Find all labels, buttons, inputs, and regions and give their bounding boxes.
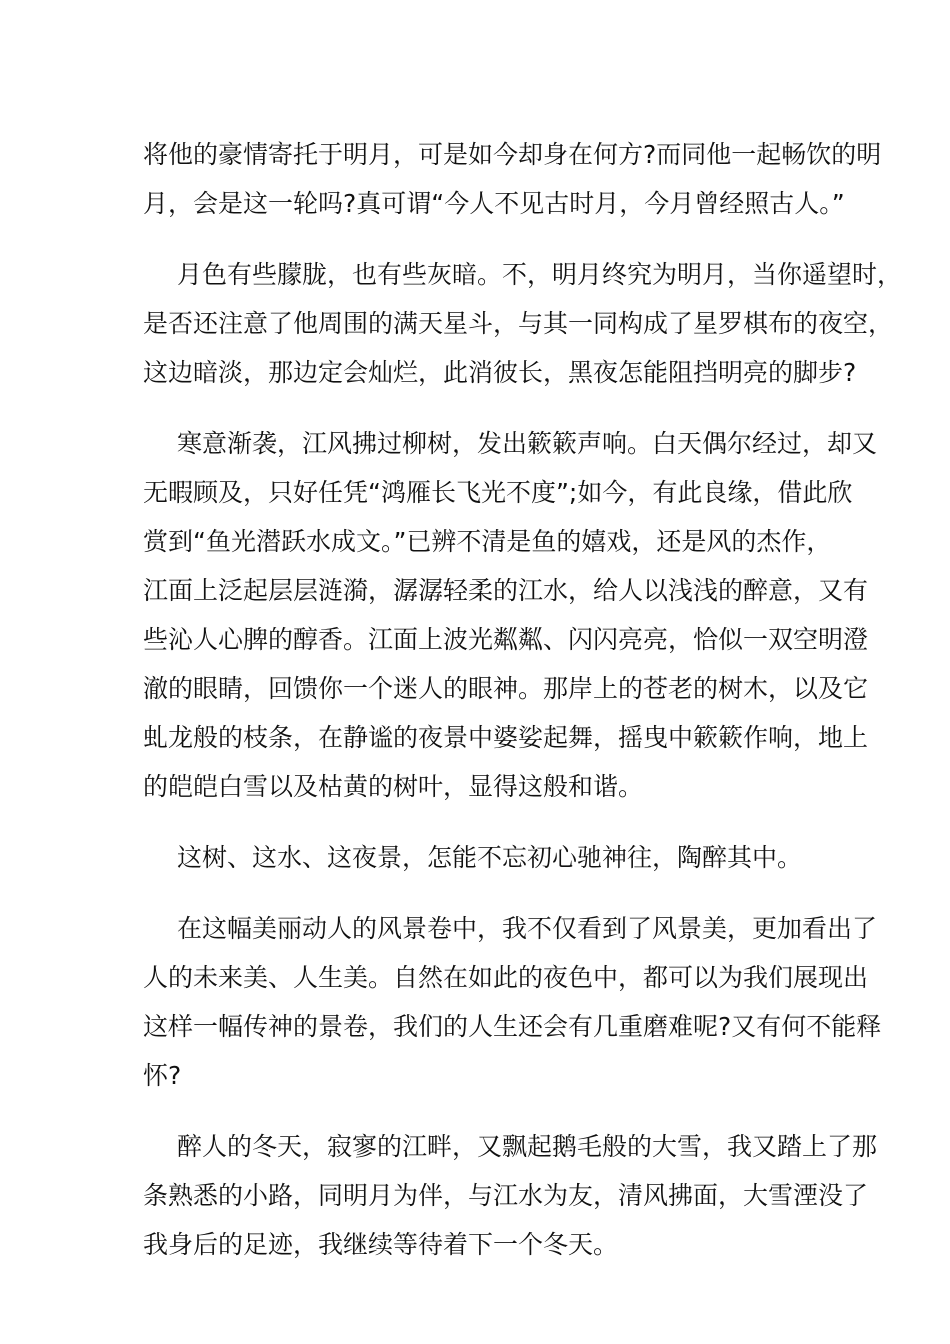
- text-line: 这边暗淡，那边定会灿烂，此消彼长，黑夜怎能阻挡明亮的脚步?: [143, 358, 857, 387]
- text-line: 是否还注意了他周围的满天星斗，与其一同构成了星罗棋布的夜空，: [143, 309, 894, 338]
- text-line: 条熟悉的小路，同明月为伴，与江水为友，清风拂面，大雪湮没了: [143, 1181, 869, 1210]
- text-line: 的皑皑白雪以及枯黄的树叶，显得这般和谐。: [143, 772, 644, 801]
- text-line: 怀?: [143, 1061, 182, 1090]
- text-line: 醉人的冬天，寂寥的江畔，又飘起鹅毛般的大雪，我又踏上了那: [177, 1132, 878, 1161]
- text-line: 将他的豪情寄托于明月，可是如今却身在何方?而同他一起畅饮的明: [143, 140, 882, 169]
- text-line: 赏到“鱼光潜跃水成文。”已辨不清是鱼的嬉戏，还是风的杰作，: [143, 527, 832, 556]
- text-line: 人的未来美、人生美。自然在如此的夜色中，都可以为我们展现出: [143, 963, 869, 992]
- text-line: 我身后的足迹，我继续等待着下一个冬天。: [143, 1230, 619, 1259]
- text-line: 在这幅美丽动人的风景卷中，我不仅看到了风景美，更加看出了: [177, 914, 878, 943]
- text-line: 寒意渐袭，江风拂过柳树，发出簌簌声响。白天偶尔经过，却又: [177, 429, 878, 458]
- text-line: 无暇顾及，只好任凭“鸿雁长飞光不度”;如今，有此良缘，借此欣: [143, 478, 853, 507]
- paragraph-winter-ending: [143, 1122, 878, 1269]
- paragraph-gap: [143, 397, 823, 419]
- essay-body: [143, 130, 903, 1269]
- text-line: 月色有些朦胧，也有些灰暗。不，明月终究为明月，当你遥望时，: [177, 260, 903, 289]
- paragraph-moonlight: [143, 250, 903, 397]
- paragraph-gap: [143, 228, 823, 250]
- text-line: 些沁人心脾的醇香。江面上波光粼粼、闪闪亮亮，恰似一双空明澄: [143, 625, 869, 654]
- paragraph-river-scene: [143, 419, 878, 811]
- paragraph-intoxicated: [143, 833, 823, 882]
- text-line: 澈的眼睛，回馈你一个迷人的眼神。那岸上的苍老的树木，以及它: [143, 674, 869, 703]
- text-line: 月，会是这一轮吗?真可谓“今人不见古时月，今月曾经照古人。”: [143, 189, 845, 218]
- paragraph-life-beauty: [143, 904, 882, 1100]
- paragraph-moon-sentiment: [143, 130, 882, 228]
- text-line: 这树、这水、这夜景，怎能不忘初心驰神往，陶醉其中。: [177, 843, 803, 872]
- text-line: 虬龙般的枝条，在静谧的夜景中婆娑起舞，摇曳中簌簌作响，地上: [143, 723, 869, 752]
- paragraph-gap: [143, 811, 823, 833]
- text-line: 这样一幅传神的景卷，我们的人生还会有几重磨难呢?又有何不能释: [143, 1012, 882, 1041]
- paragraph-gap: [143, 882, 823, 904]
- text-line: 江面上泛起层层涟漪，潺潺轻柔的江水，给人以浅浅的醉意，又有: [143, 576, 869, 605]
- paragraph-gap: [143, 1100, 823, 1122]
